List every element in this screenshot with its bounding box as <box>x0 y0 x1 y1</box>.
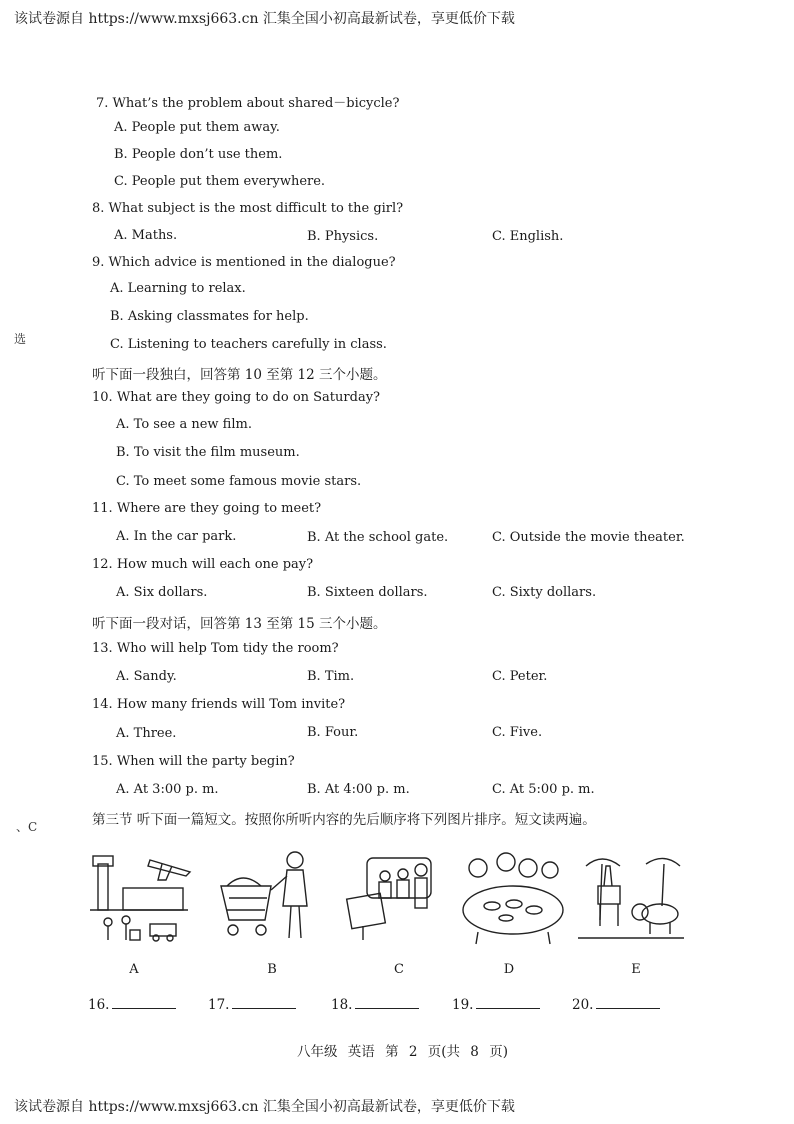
q7-option-b: B. People don’t use them. <box>114 147 283 162</box>
picture-b-shopping <box>213 846 323 946</box>
q15-option-c: C. At 5:00 p. m. <box>492 782 595 797</box>
picture-c-watching-tv <box>343 846 453 946</box>
q10-option-a: A. To see a new film. <box>116 417 252 432</box>
q13-option-a: A. Sandy. <box>116 669 177 684</box>
q13-option-b: B. Tim. <box>307 669 355 684</box>
question-15: 15. When will the party begin? <box>92 754 295 769</box>
q11-option-c: C. Outside the movie theater. <box>492 530 685 545</box>
q11-option-a: A. In the car park. <box>116 529 237 544</box>
q8-option-c: C. English. <box>492 229 564 244</box>
q10-option-b: B. To visit the film museum. <box>116 445 300 460</box>
picture-label-c: C <box>394 962 404 977</box>
answer-20-blank[interactable] <box>596 996 660 1009</box>
q11-option-b: B. At the school gate. <box>307 530 449 545</box>
answer-19-blank[interactable] <box>476 996 540 1009</box>
top-source-banner: 该试卷源自 https://www.mxsj663.cn 汇集全国小初高最新试卷，享更低价下载 <box>14 11 515 27</box>
question-13: 13. Who will help Tom tidy the room? <box>92 641 339 656</box>
answer-20: 20. <box>572 996 660 1013</box>
question-10: 10. What are they going to do on Saturday? <box>92 390 381 405</box>
picture-label-a: A <box>129 962 139 977</box>
q9-option-a: A. Learning to relax. <box>110 281 246 296</box>
instruction-section-3: 第三节 听下面一篇短文。按照你所听内容的先后顺序将下列图片排序。短文读两遍。 <box>92 812 596 828</box>
q12-option-c: C. Sixty dollars. <box>492 585 597 600</box>
answer-17-blank[interactable] <box>232 996 296 1009</box>
q7-option-c: C. People put them everywhere. <box>114 174 326 189</box>
picture-label-e: E <box>631 962 641 977</box>
instruction-monologue: 听下面一段独白，回答第 10 至第 12 三个小题。 <box>92 367 387 383</box>
q15-option-b: B. At 4:00 p. m. <box>307 782 410 797</box>
q12-option-b: B. Sixteen dollars. <box>307 585 428 600</box>
q15-option-a: A. At 3:00 p. m. <box>116 782 219 797</box>
margin-mark-2: 、C <box>16 820 38 834</box>
picture-a-airport <box>88 846 198 946</box>
picture-d-family-dinner <box>458 846 568 946</box>
question-11: 11. Where are they going to meet? <box>92 501 322 516</box>
answer-18-blank[interactable] <box>355 996 419 1009</box>
q9-option-b: B. Asking classmates for help. <box>110 309 309 324</box>
q13-option-c: C. Peter. <box>492 669 548 684</box>
q8-option-a: A. Maths. <box>114 228 178 243</box>
bottom-source-banner: 该试卷源自 https://www.mxsj663.cn 汇集全国小初高最新试卷，享更低价下载 <box>14 1099 515 1115</box>
answer-19: 19. <box>452 996 540 1013</box>
q9-option-c: C. Listening to teachers carefully in class. <box>110 337 387 352</box>
margin-mark-1: 选 <box>14 332 27 346</box>
q12-option-a: A. Six dollars. <box>116 585 208 600</box>
picture-e-zoo <box>576 846 686 946</box>
instruction-dialogue: 听下面一段对话，回答第 13 至第 15 三个小题。 <box>92 616 387 632</box>
question-9: 9. Which advice is mentioned in the dialogue? <box>92 255 396 270</box>
q8-option-b: B. Physics. <box>307 229 379 244</box>
question-8: 8. What subject is the most difficult to the girl? <box>92 201 404 216</box>
answer-17: 17. <box>208 996 296 1013</box>
answer-18: 18. <box>331 996 419 1013</box>
page-footer: 八年级 英语 第 2 页(共 8 页) <box>297 1044 508 1060</box>
q14-option-a: A. Three. <box>116 726 177 741</box>
question-12: 12. How much will each one pay? <box>92 557 314 572</box>
picture-label-b: B <box>267 962 277 977</box>
q10-option-c: C. To meet some famous movie stars. <box>116 474 362 489</box>
question-14: 14. How many friends will Tom invite? <box>92 697 346 712</box>
q14-option-c: C. Five. <box>492 725 543 740</box>
picture-label-d: D <box>503 962 515 977</box>
answer-16-blank[interactable] <box>112 996 176 1009</box>
question-7: 7. What’s the problem about shared－bicycle? <box>96 96 400 111</box>
answer-16: 16. <box>88 996 176 1013</box>
q7-option-a: A. People put them away. <box>114 120 280 135</box>
q14-option-b: B. Four. <box>307 725 359 740</box>
